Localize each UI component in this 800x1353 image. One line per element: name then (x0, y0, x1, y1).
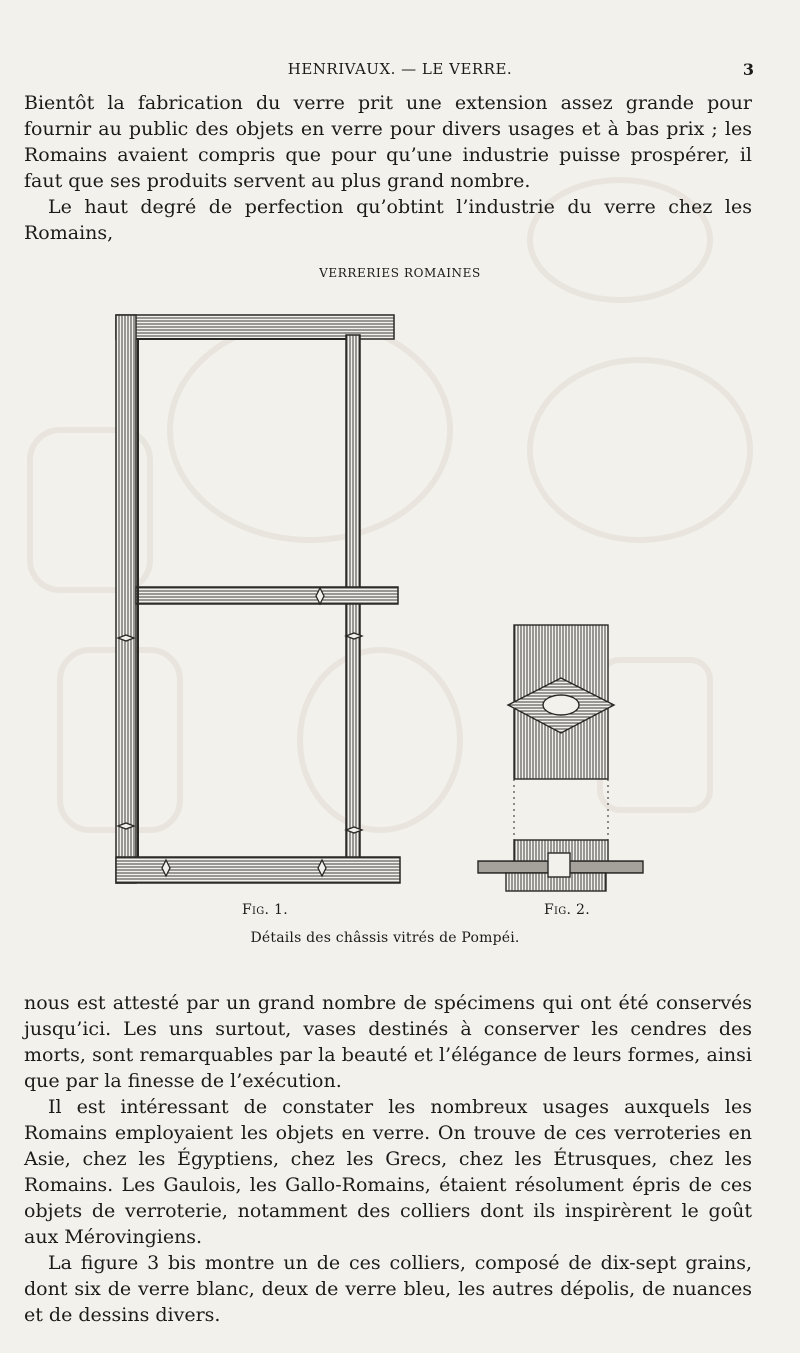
running-head (0, 58, 800, 82)
body-text-bottom (24, 990, 752, 1328)
running-title: HENRIVAUX. — LE VERRE. (287, 60, 513, 78)
fig1-clamps (118, 588, 362, 876)
plate-title: VERRERIES ROMAINES (319, 266, 481, 280)
paragraph: Le haut degré de perfection qu’obtint l’industrie du verre chez les Romains, (24, 196, 752, 244)
fig1-label: Fig. 1. (242, 902, 289, 918)
fig1-window-frame (116, 315, 400, 883)
figure-caption: Détails des châssis vitrés de Pompéi. (250, 930, 520, 946)
paragraph: nous est attesté par un grand nombre de spécimens qui ont été conservés jusqu’ici. Les uns surtout, vases destinés à conserver les cendres des morts, sont remarquables par la beauté et l’élégance de leurs formes, ainsi que par la finesse de l’exécution. (24, 992, 752, 1092)
fig2-profile-detail (478, 625, 643, 891)
fig2-label: Fig. 2. (544, 902, 591, 918)
page-number: 3 (742, 60, 754, 79)
paragraph: Bientôt la fabrication du verre prit une extension assez grande pour fournir au public des objets en verre pour divers usages et à bas prix ; les Romains avaient compris que pour qu’une industrie puisse prospérer, il faut que ses produits servent au plus grand nombre. (24, 92, 752, 192)
body-text-top (24, 90, 752, 246)
figure-illustration (100, 305, 660, 895)
paragraph: Il est intéressant de constater les nombreux usages auxquels les Romains employaient les objets en verre. On trouve de ces verroteries en Asie, chez les Égyptiens, chez les Grecs, chez les Étrusques, chez les Romains. Les Gaulois, les Gallo-Romains, étaient résolument épris de ces objets de verroterie, notamment des colliers dont ils inspirèrent le goût aux Mérovingiens. (24, 1096, 752, 1248)
paragraph: La figure 3 bis montre un de ces colliers, composé de dix-sept grains, dont six de verre blanc, deux de verre bleu, les autres dépolis, de nuances et de dessins divers. (24, 1252, 752, 1326)
